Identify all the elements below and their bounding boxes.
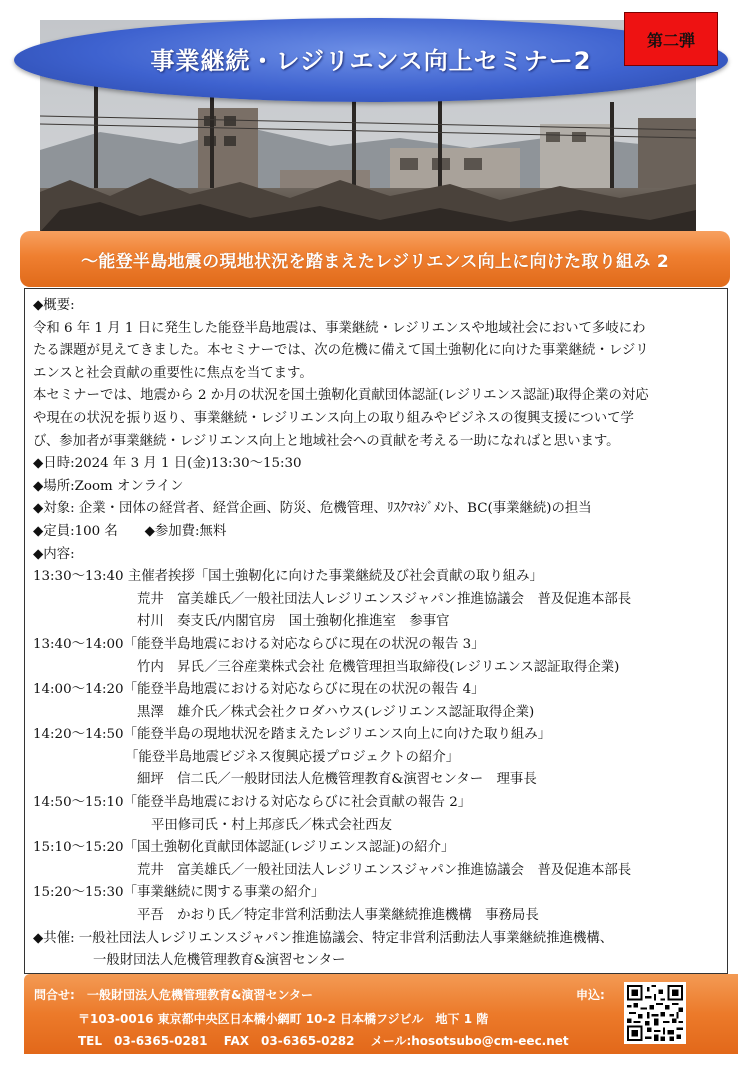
- program-session-subtitle: 「能登半島地震ビジネス復興応援プロジェクトの紹介」: [125, 749, 460, 765]
- contact-line: [34, 986, 313, 1003]
- contact-address: 〒103-0016 東京都中央区日本橋小網町 10-2 日本橋フジビル 地下 1 階: [78, 1012, 489, 1026]
- program-session: 15:10～15:20「国土強靭化貢献団体認証(レジリエンス認証)の紹介」: [33, 840, 455, 856]
- overview-text-line: 本セミナーでは、地震から 2 か月の状況を国土強靭化貢献団体認証(レジリエンス認証)取得企業の対応: [33, 388, 649, 404]
- cosponsor-continued: 一般財団法人危機管理教育&演習センター: [93, 953, 346, 969]
- program-speaker: 荒井 富美雄氏／一般社団法人レジリエンスジャパン推進協議会 普及促進本部長: [137, 862, 632, 878]
- contact-email[interactable]: メール:hosotsubo@cm-eec.net: [370, 1034, 569, 1048]
- overview-text-line: エンスと社会貢献の重要性に焦点を当てます。: [33, 365, 313, 381]
- content-heading: ◆内容:: [33, 546, 75, 562]
- contact-label: 問合せ:: [34, 988, 75, 1002]
- capacity-and-fee: [33, 521, 719, 544]
- datetime: ◆日時:2024 年 3 月 1 日(金)13:30～15:30: [33, 456, 302, 472]
- program-speaker: 黒澤 雄介氏／株式会社クロダハウス(レジリエンス認証取得企業): [137, 704, 535, 720]
- seminar-subtitle: ～能登半島地震の現地状況を踏まえたレジリエンス向上に向けた取り組み 2: [81, 251, 669, 272]
- overview-text-line: たる課題が見えてきました。本セミナーでは、次の危機に備えて国土強靭化に向けた事業継続・レジリ: [33, 343, 649, 359]
- contact-organization: 一般財団法人危機管理教育&演習センター: [87, 988, 313, 1002]
- seminar-title: 事業継続・レジリエンス向上セミナー2: [150, 46, 592, 75]
- program-speaker: 平田修司氏・村上邦彦氏／株式会社西友: [151, 817, 393, 833]
- subtitle-banner: [20, 231, 730, 287]
- program-session: 14:20～14:50「能登半島の現地状況を踏まえたレジリエンス向上に向けた取り組み」: [33, 727, 552, 743]
- program-speaker: 平吾 かおり氏／特定非営利活動法人事業継続推進機構 事務局長: [137, 908, 539, 924]
- overview-text-line: 令和 6 年 1 月 1 日に発生した能登半島地震は、事業継続・レジリエンスや地域社会において多岐にわ: [33, 320, 646, 336]
- venue: ◆場所:Zoom オンライン: [33, 478, 184, 494]
- fee: ◆参加費:無料: [144, 523, 227, 539]
- program-session: 14:00～14:20「能登半島地震における対応ならびに現在の状況の報告 4」: [33, 682, 485, 698]
- qr-code-icon[interactable]: [624, 982, 686, 1044]
- program-session: 15:20～15:30「事業継続に関する事業の紹介」: [33, 885, 325, 901]
- overview-text-line: び、参加者が事業継続・レジリエンス向上と地域社会への貢献を考える一助になればと思います。: [33, 433, 620, 449]
- seminar-details: [24, 288, 728, 974]
- edition-badge: 第二弾: [624, 12, 718, 66]
- program-speaker: 村川 奏支氏/内閣官房 国土強靭化推進室 参事官: [137, 614, 450, 630]
- program-speaker: 細坪 信二氏／一般財団法人危機管理教育&演習センター 理事長: [137, 772, 537, 788]
- program-speaker: 荒井 富美雄氏／一般社団法人レジリエンスジャパン推進協議会 普及促進本部長: [137, 591, 632, 607]
- capacity: ◆定員:100 名: [33, 523, 118, 539]
- program-session: 13:30～13:40 主催者挨拶「国土強靭化に向けた事業継続及び社会貢献の取り組み」: [33, 569, 543, 585]
- cosponsor: ◆共催: 一般社団法人レジリエンスジャパン推進協議会、特定非営利活動法人事業継続推進機構、: [33, 930, 614, 946]
- program-speaker: 竹内 昇氏／三谷産業株式会社 危機管理担当取締役(レジリエンス認証取得企業): [137, 659, 620, 675]
- seminar-title-banner: [14, 18, 728, 102]
- overview-text-line: や現在の状況を振り返り、事業継続・レジリエンス向上の取り組みやビジネスの復興支援について学: [33, 410, 634, 426]
- program-session: 13:40～14:00「能登半島地震における対応ならびに現在の状況の報告 3」: [33, 636, 485, 652]
- program-session: 14:50～15:10「能登半島地震における対応ならびに社会貢献の報告 2」: [33, 795, 472, 811]
- apply-label: 申込:: [576, 988, 605, 1002]
- contact-tel: TEL 03-6365-0281: [78, 1034, 208, 1048]
- target-audience: ◆対象: 企業・団体の経営者、経営企画、防災、危機管理、ﾘｽｸﾏﾈｼﾞﾒﾝﾄ、BC(事業継続)の担当: [33, 501, 592, 517]
- contact-numbers: [78, 1032, 581, 1049]
- contact-fax: FAX 03-6365-0282: [223, 1034, 355, 1048]
- overview-heading: ◆概要:: [33, 298, 75, 313]
- contact-footer: [24, 974, 738, 1054]
